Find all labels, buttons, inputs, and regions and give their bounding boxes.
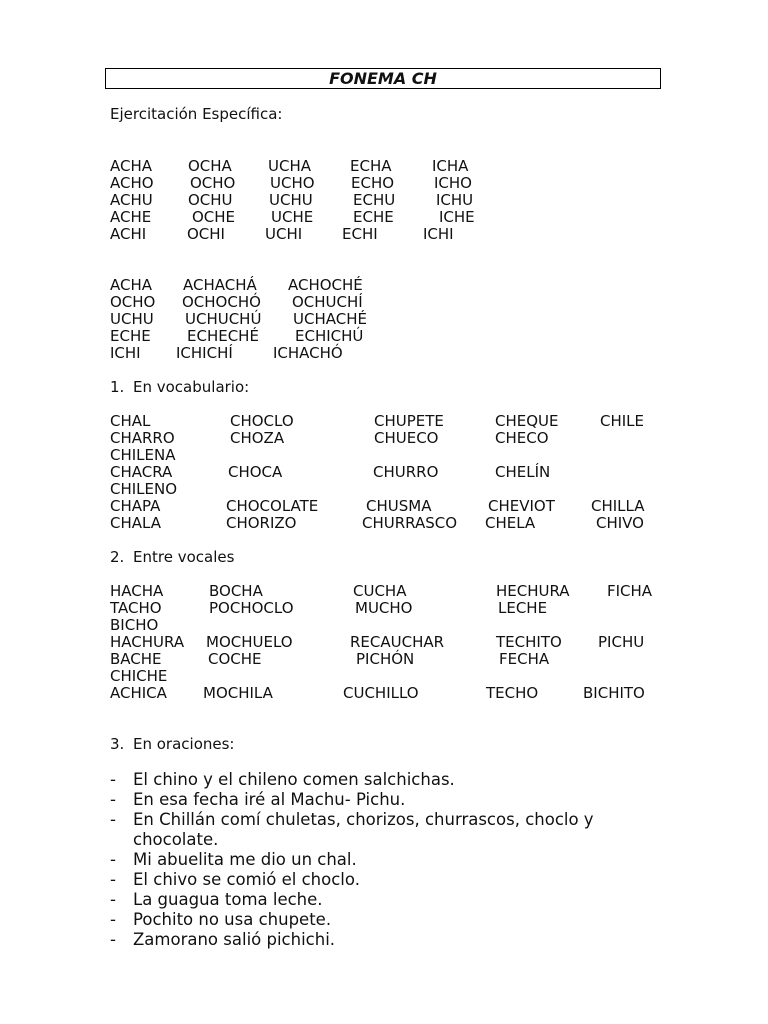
vocab-word: CHEVIOT <box>488 497 555 515</box>
syllable: UCHA <box>268 157 311 175</box>
syllable: ECHU <box>353 191 396 209</box>
vocab-word: CHOCOLATE <box>226 497 319 515</box>
vocab-word: CHACRA <box>110 463 173 481</box>
bullet-dash: - <box>110 870 116 889</box>
sentence-text: La guagua toma leche. <box>133 890 323 909</box>
vowel-word: TACHO <box>110 599 162 617</box>
bullet-dash: - <box>110 850 116 869</box>
syllable: OCHU <box>188 191 233 209</box>
vocab-word: CHEQUE <box>495 412 559 430</box>
sentence-text: Zamorano salió pichichi. <box>133 930 336 949</box>
combo-word: ECHECHÉ <box>187 327 259 345</box>
vocab-word: CHORIZO <box>226 514 297 532</box>
combo-word: OCHO <box>110 293 156 311</box>
vocab-word: CHIVO <box>596 514 644 532</box>
vowel-word: CUCHILLO <box>343 684 419 702</box>
vowel-word: RECAUCHAR <box>350 633 445 651</box>
sentence-text: En esa fecha iré al Machu- Pichu. <box>133 790 406 809</box>
bullet-dash: - <box>110 770 116 789</box>
combo-word: UCHACHÉ <box>293 310 367 328</box>
vowel-word: PICHÓN <box>356 650 415 668</box>
syllable: OCHE <box>192 208 236 226</box>
combo-word: ACHOCHÉ <box>288 276 363 294</box>
sentence-text: El chivo se comió el choclo. <box>133 870 360 889</box>
page-title: FONEMA CH <box>329 69 437 88</box>
vowel-word: PICHU <box>598 633 645 651</box>
section-number: 3. <box>110 735 125 753</box>
vowel-word: LECHE <box>498 599 548 617</box>
vowel-word: MUCHO <box>355 599 413 617</box>
vowel-word: POCHOCLO <box>209 599 294 617</box>
syllable: ICHA <box>432 157 469 175</box>
vowel-word: CUCHA <box>353 582 407 600</box>
vocab-word: CHILE <box>600 412 645 430</box>
vocab-word: CHECO <box>495 429 549 447</box>
vowel-word: TECHO <box>486 684 539 702</box>
combo-word: ECHICHÚ <box>295 327 364 345</box>
combo-word: UCHU <box>110 310 154 328</box>
vowel-word: CHICHE <box>110 667 168 685</box>
sentence-text: El chino y el chileno comen salchichas. <box>133 770 455 789</box>
vocab-word: CHOCA <box>228 463 283 481</box>
vowel-word: BICHO <box>110 616 159 634</box>
combo-word: ACHACHÁ <box>183 276 257 294</box>
vowel-word: BICHITO <box>583 684 645 702</box>
vowel-word: TECHITO <box>496 633 562 651</box>
bullet-dash: - <box>110 790 116 809</box>
combo-word: ICHI <box>110 344 141 362</box>
sentence-continuation <box>0 830 768 850</box>
intro-heading: Ejercitación Específica: <box>110 105 283 123</box>
sentence-item <box>0 870 768 890</box>
syllable: ICHI <box>423 225 454 243</box>
vocab-word: CHUECO <box>374 429 439 447</box>
vocab-word: CHUSMA <box>366 497 432 515</box>
sentence-text: Pochito no usa chupete. <box>133 910 332 929</box>
vocab-word: CHILENO <box>110 480 178 498</box>
vocab-word: CHUPETE <box>374 412 444 430</box>
syllable: UCHO <box>270 174 315 192</box>
syllable: UCHU <box>269 191 313 209</box>
bullet-dash: - <box>110 910 116 929</box>
syllable: ICHO <box>434 174 472 192</box>
vocab-word: CHELA <box>485 514 536 532</box>
vocab-word: CHAL <box>110 412 151 430</box>
vowel-word: COCHE <box>208 650 262 668</box>
syllable: ICHU <box>436 191 474 209</box>
sentence-item <box>0 910 768 930</box>
sentence-text: Mi abuelita me dio un chal. <box>133 850 357 869</box>
vowel-word: BACHE <box>110 650 162 668</box>
vowel-word: BOCHA <box>209 582 263 600</box>
combo-word: UCHUCHÚ <box>185 310 262 328</box>
syllable: ACHE <box>110 208 152 226</box>
vowel-word: MOCHUELO <box>206 633 293 651</box>
vocab-word: CHURRASCO <box>362 514 458 532</box>
vowel-word: HACHURA <box>110 633 185 651</box>
syllable: ECHI <box>342 225 378 243</box>
sentence-item <box>0 890 768 910</box>
syllable: OCHO <box>190 174 236 192</box>
section-number: 1. <box>110 378 125 396</box>
combo-word: OCHOCHÓ <box>182 293 261 311</box>
section-heading: Entre vocales <box>133 548 235 566</box>
syllable: ECHA <box>350 157 392 175</box>
combo-word: ICHICHÍ <box>176 344 233 362</box>
vocab-word: CHOCLO <box>230 412 294 430</box>
vowel-word: FICHA <box>607 582 653 600</box>
vowel-word: MOCHILA <box>203 684 273 702</box>
vocab-word: CHILENA <box>110 446 176 464</box>
syllable: ACHA <box>110 157 153 175</box>
vowel-word: FECHA <box>499 650 550 668</box>
vocab-word: CHURRO <box>373 463 439 481</box>
vocab-word: CHALA <box>110 514 161 532</box>
syllable: UCHI <box>265 225 303 243</box>
vowel-word: HECHURA <box>496 582 570 600</box>
syllable: ECHE <box>353 208 394 226</box>
vocab-word: CHOZA <box>230 429 285 447</box>
sentence-item <box>0 810 768 830</box>
syllable: ICHE <box>439 208 475 226</box>
vocab-word: CHELÍN <box>495 463 551 481</box>
bullet-dash: - <box>110 930 116 949</box>
sentence-text: chocolate. <box>133 830 219 849</box>
combo-word: ACHA <box>110 276 153 294</box>
sentence-item <box>0 850 768 870</box>
section-heading: En vocabulario: <box>133 378 250 396</box>
syllable: ACHI <box>110 225 147 243</box>
vocab-word: CHAPA <box>110 497 161 515</box>
bullet-dash: - <box>110 810 116 829</box>
bullet-dash: - <box>110 890 116 909</box>
syllable: ECHO <box>351 174 395 192</box>
syllable: ACHU <box>110 191 153 209</box>
vocab-word: CHARRO <box>110 429 175 447</box>
vowel-word: HACHA <box>110 582 164 600</box>
syllable: OCHA <box>188 157 232 175</box>
syllable: OCHI <box>187 225 225 243</box>
title-box <box>105 68 661 89</box>
sentence-text: En Chillán comí chuletas, chorizos, churrascos, choclo y <box>133 810 594 829</box>
section-number: 2. <box>110 548 125 566</box>
combo-word: ICHACHÓ <box>273 344 343 362</box>
section-heading: En oraciones: <box>133 735 235 753</box>
combo-word: ECHE <box>110 327 151 345</box>
sentence-item <box>0 770 768 790</box>
vowel-word: ACHICA <box>110 684 167 702</box>
sentence-item <box>0 930 768 950</box>
sentence-item <box>0 790 768 810</box>
syllable: UCHE <box>271 208 314 226</box>
syllable: ACHO <box>110 174 154 192</box>
combo-word: OCHUCHÍ <box>292 293 363 311</box>
vocab-word: CHILLA <box>591 497 645 515</box>
